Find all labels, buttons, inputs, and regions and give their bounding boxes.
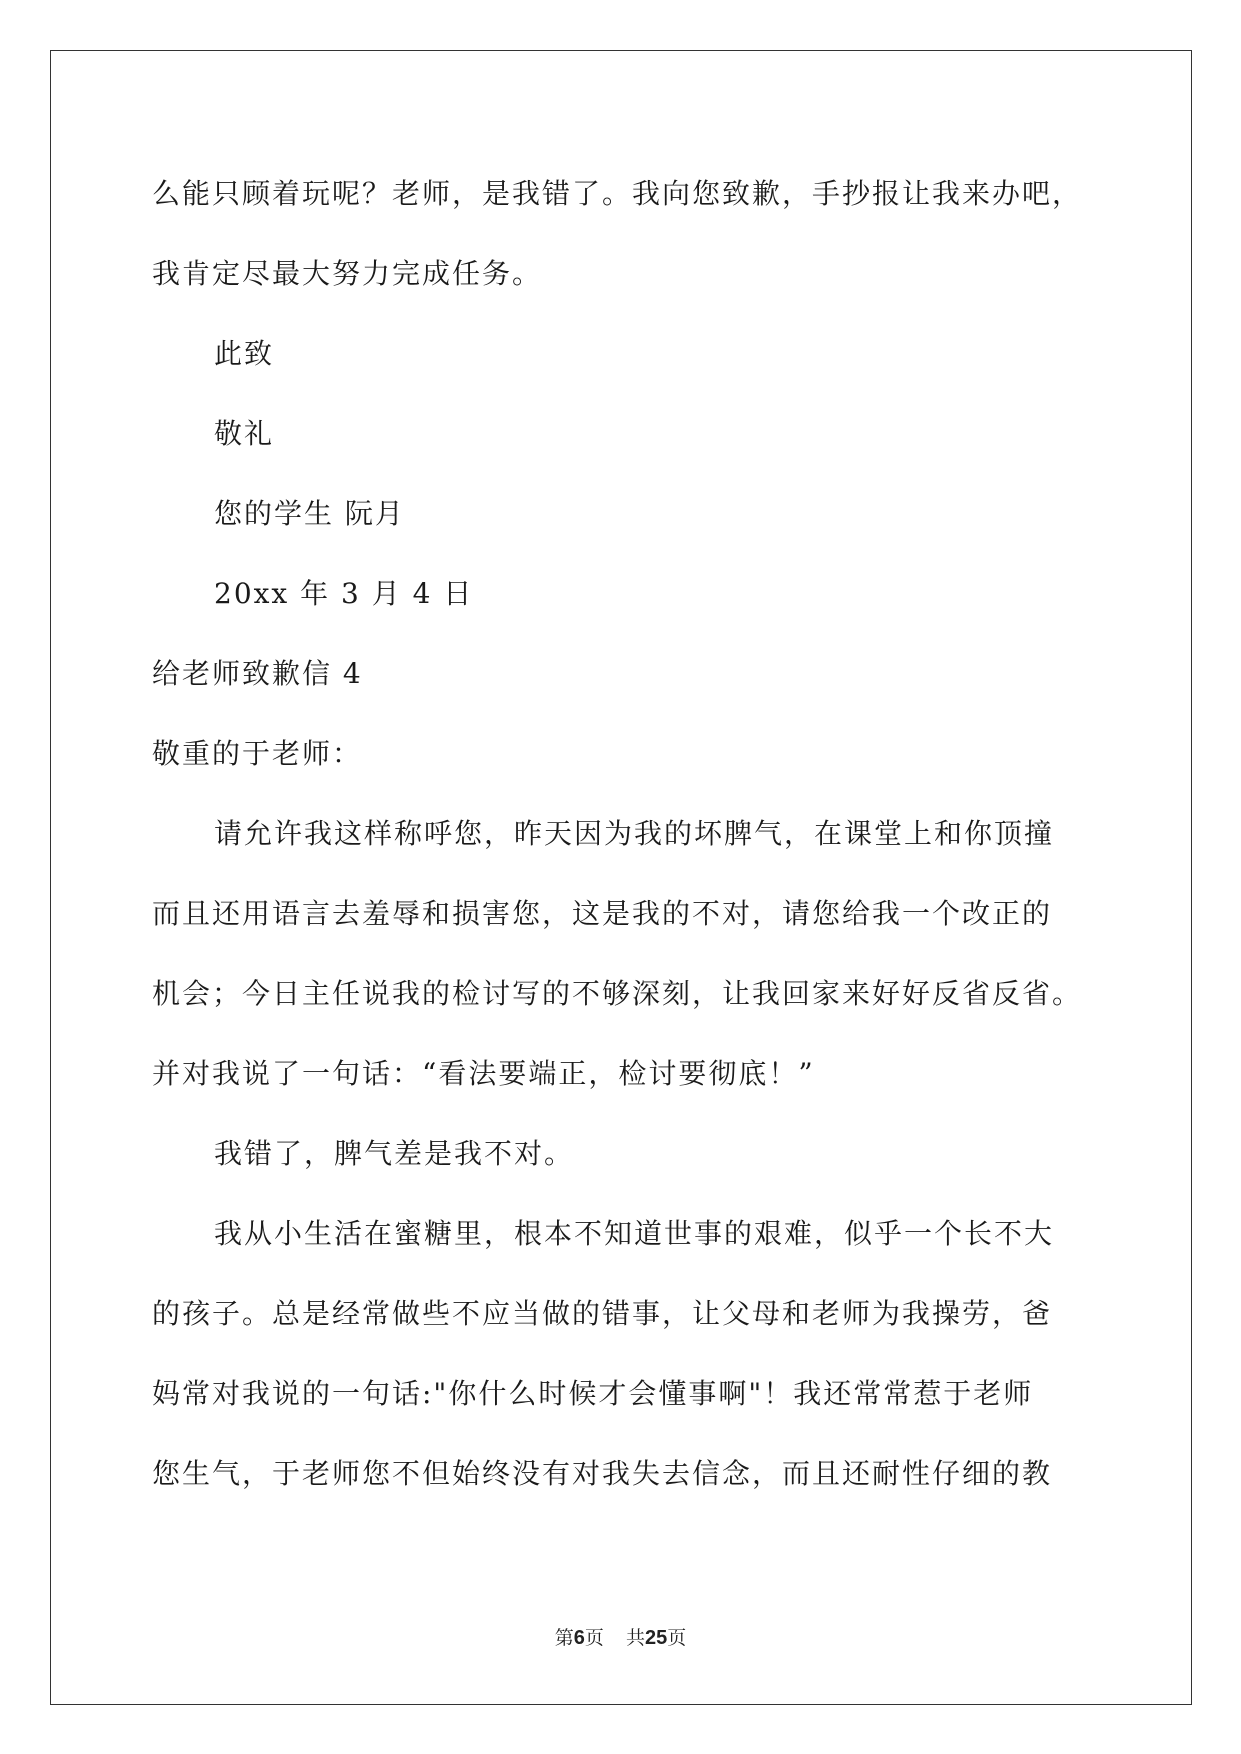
text-line: 我从小生活在蜜糖里，根本不知道世事的艰难，似乎一个长不大 bbox=[214, 1217, 1055, 1250]
text-line: 并对我说了一句话：“看法要端正，检讨要彻底！” bbox=[152, 1057, 815, 1090]
page-number: 6 bbox=[573, 1627, 585, 1649]
text-line: 而且还用语言去羞辱和损害您，这是我的不对，请您给我一个改正的 bbox=[152, 897, 1053, 930]
text-line: 我错了，脾气差是我不对。 bbox=[214, 1137, 575, 1170]
total-pages: 25 bbox=[644, 1627, 668, 1649]
page-label-suffix: 页 bbox=[584, 1628, 604, 1649]
text-line: 么能只顾着玩呢？老师，是我错了。我向您致歉，手抄报让我来办吧， bbox=[152, 177, 1083, 210]
section-heading: 给老师致歉信 4 bbox=[152, 657, 363, 690]
closing-salutation: 此致 bbox=[214, 337, 275, 370]
text-line: 机会；今日主任说我的检讨写的不够深刻，让我回家来好好反省反省。 bbox=[152, 977, 1083, 1010]
text-line: 请允许我这样称呼您，昨天因为我的坏脾气，在课堂上和你顶撞 bbox=[214, 817, 1055, 850]
signature: 您的学生 阮月 bbox=[214, 497, 405, 530]
letter-date: 20xx 年 3 月 4 日 bbox=[214, 577, 474, 610]
text-line: 妈常对我说的一句话:"你什么时候才会懂事啊"！我还常常惹于老师 bbox=[152, 1377, 1034, 1410]
text-line: 我肯定尽最大努力完成任务。 bbox=[152, 257, 543, 290]
total-label-prefix: 共 bbox=[625, 1628, 645, 1649]
text-line: 的孩子。总是经常做些不应当做的错事，让父母和老师为我操劳，爸 bbox=[152, 1297, 1053, 1330]
page-label-prefix: 第 bbox=[554, 1628, 574, 1649]
text-line: 您生气，于老师您不但始终没有对我失去信念，而且还耐性仔细的教 bbox=[152, 1457, 1053, 1490]
closing-regards: 敬礼 bbox=[214, 417, 275, 450]
page-footer bbox=[0, 1625, 1241, 1652]
total-label-suffix: 页 bbox=[667, 1628, 687, 1649]
greeting: 敬重的于老师： bbox=[152, 737, 363, 770]
